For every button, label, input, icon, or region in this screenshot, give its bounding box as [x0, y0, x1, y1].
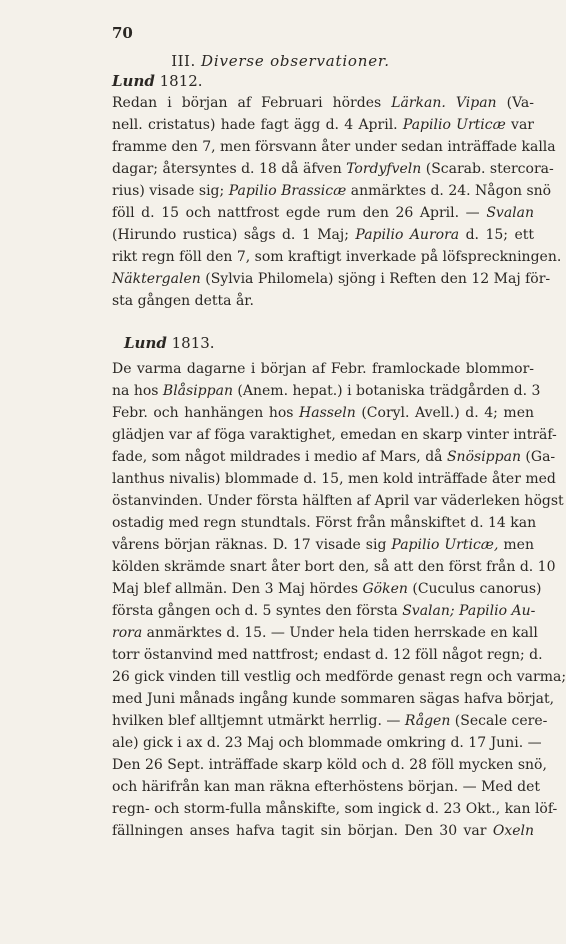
text-run	[446, 95, 456, 111]
text-run: na hos	[112, 383, 163, 399]
text-run: (Va-	[496, 95, 534, 111]
text-run: rius) visade sig;	[112, 183, 229, 199]
text-run: fällningen anses hafva tagit sin början. Den 30 var	[112, 823, 493, 839]
text-run: kölden skrämde snart åter bort den, så att den först från d. 10	[112, 559, 556, 575]
text-line	[112, 380, 541, 402]
text-run: östanvinden. Under första hälften af April var väderleken högst	[112, 493, 564, 509]
text-run: (Anem. hepat.) i botaniska trädgården d. 3	[232, 383, 541, 399]
text-line	[112, 776, 540, 798]
text-line	[112, 512, 537, 534]
text-run: (Coryl. Avell.) d. 4; men	[355, 405, 534, 421]
italic-term: Rågen	[404, 713, 451, 729]
italic-term: Svalan	[486, 205, 534, 221]
text-line	[112, 798, 558, 820]
text-line	[112, 468, 556, 490]
text-line	[112, 92, 534, 114]
text-line	[112, 224, 534, 246]
italic-term: Oxeln	[492, 823, 534, 839]
text-run: ale) gick i ax d. 23 Maj och blommade omkring d. 17 Juni. —	[112, 735, 542, 751]
chapter-header	[0, 52, 561, 70]
text-run: dagar; återsyntes d. 18 då äfven	[112, 161, 347, 177]
text-run: (Cuculus canorus)	[407, 581, 542, 597]
italic-term: Hasseln	[299, 405, 356, 421]
text-run: Den 26 Sept. inträffade skarp köld och d. 28 föll mycken snö,	[112, 757, 547, 773]
text-line	[112, 490, 564, 512]
text-run: framme den 7, men försvann åter under sedan inträffade kalla	[112, 139, 556, 155]
text-run: (Sylvia Philomela) sjöng i Reften den 12 Maj för-	[200, 271, 551, 287]
text-run: torr östanvind med nattfrost; endast d. 12 föll något regn; d.	[112, 647, 543, 663]
text-run: (Hirundo rustica) sågs d. 1 Maj;	[112, 227, 356, 243]
text-line	[112, 446, 556, 468]
text-line	[112, 644, 543, 666]
text-run: (Scarab. stercora-	[421, 161, 554, 177]
section-place: Lund	[112, 72, 155, 90]
text-run: med Juni månads ingång kunde sommaren sägas hafva börjat,	[112, 691, 555, 707]
text-run: vårens början räknas. D. 17 visade sig	[112, 537, 392, 553]
italic-term: Svalan; Papilio Au-	[402, 603, 536, 619]
italic-term: Papilio Aurora	[355, 227, 460, 243]
text-run: anmärktes d. 15. — Under hela tiden herrskade en kall	[142, 625, 538, 641]
section-year: 1813.	[166, 334, 215, 352]
italic-term: Lärkan.	[391, 95, 446, 111]
text-run: första gången och d. 5 syntes den första	[112, 603, 403, 619]
text-run: De varma dagarne i början af Febr. framlockade blommor-	[112, 361, 534, 377]
italic-term: Snösippan	[446, 449, 521, 465]
text-run: lanthus nivalis) blommade d. 15, men kold inträffade åter med	[112, 471, 556, 487]
italic-term: Tordyfveln	[346, 161, 422, 177]
italic-term: Blåsippan	[162, 383, 233, 399]
text-line	[112, 688, 555, 710]
section-heading	[112, 72, 203, 90]
text-line	[112, 710, 548, 732]
text-run: Maj blef allmän. Den 3 Maj hördes	[112, 581, 363, 597]
italic-term: Papilio Brassicæ	[228, 183, 347, 199]
text-run: Febr. och hanhängen hos	[112, 405, 300, 421]
italic-term: Papilio Urticæ	[402, 117, 506, 133]
text-run: sta gången detta år.	[112, 293, 254, 309]
text-line	[112, 556, 556, 578]
text-line	[112, 290, 534, 312]
text-run: glädjen var af föga varaktighet, emedan en skarp vinter inträf-	[112, 427, 557, 443]
text-line	[112, 622, 538, 644]
text-run: 26 gick vinden till vestlig och medförde genast regn och varma;	[112, 669, 566, 685]
text-line	[112, 180, 552, 202]
section-heading	[124, 334, 215, 352]
text-run: och härifrån kan man räkna efterhöstens början. — Med det	[112, 779, 540, 795]
text-line	[112, 268, 551, 290]
text-line	[112, 754, 547, 776]
italic-term: Näktergalen	[112, 271, 201, 287]
text-run: regn- och storm-fulla månskifte, som ingick d. 23 Okt., kan löf-	[112, 801, 558, 817]
italic-term: Göken	[362, 581, 408, 597]
section-year: 1812.	[154, 72, 203, 90]
text-run: var	[505, 117, 534, 133]
text-line	[112, 578, 542, 600]
chapter-title: Diverse observationer.	[201, 52, 390, 70]
text-run: Redan i början af Februari hördes	[112, 95, 392, 111]
text-line	[112, 424, 557, 446]
text-line	[112, 666, 566, 688]
text-line	[112, 136, 556, 158]
text-run: hvilken blef alltjemnt utmärkt herrlig. —	[112, 713, 405, 729]
text-run: d. 15; ett	[459, 227, 534, 243]
text-line	[112, 358, 534, 380]
text-run: nell. cristatus) hade fagt ägg d. 4 April.	[112, 117, 403, 133]
text-line	[112, 246, 562, 268]
text-line	[112, 534, 534, 556]
text-line	[112, 202, 534, 224]
page-number: 70	[112, 24, 133, 42]
text-run: ostadig med regn stundtals. Först från månskiftet d. 14 kan	[112, 515, 537, 531]
text-line	[112, 600, 534, 622]
text-line	[112, 114, 534, 136]
text-run: fade, som något mildrades i medio af Mars, då	[112, 449, 447, 465]
text-run: anmärktes d. 24. Någon snö	[346, 183, 552, 199]
text-run: men	[498, 537, 534, 553]
section-place: Lund	[124, 334, 167, 352]
text-line	[112, 402, 534, 424]
text-run: (Ga-	[520, 449, 556, 465]
italic-term: rora	[112, 625, 143, 641]
italic-term: Papilio Urticæ,	[391, 537, 499, 553]
text-line	[112, 732, 542, 754]
text-line	[112, 820, 534, 842]
chapter-roman: III.	[171, 52, 196, 70]
text-line	[112, 158, 554, 180]
text-run: (Secale cere-	[450, 713, 548, 729]
text-run: rikt regn föll den 7, som kraftigt inverkade på löfspreckningen.	[112, 249, 562, 265]
text-run: föll d. 15 och nattfrost egde rum den 26 April. —	[112, 205, 487, 221]
italic-term: Vipan	[455, 95, 497, 111]
